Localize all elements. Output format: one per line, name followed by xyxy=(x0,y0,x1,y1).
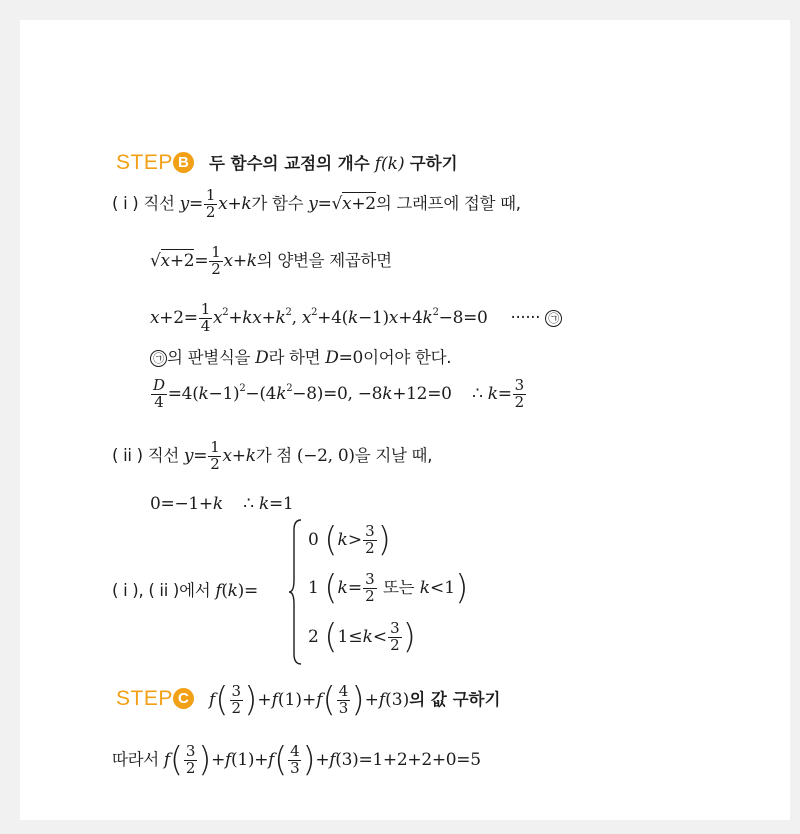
case-ii-line-1 xyxy=(112,440,432,473)
case-i-text: 이어야 한다. xyxy=(363,348,452,367)
step-label: STEP xyxy=(116,687,173,710)
case-ii-label: ( ii ) xyxy=(112,445,143,465)
piecewise-case-1: 0 (k> $\frac{3}{2}$ ) xyxy=(308,520,391,560)
final-line xyxy=(112,740,481,780)
final-expression: f( $\frac{3}{2}$ )+f(1)+f( $\frac{4}{3}$ )+f(3)=1+2+2+0=5 xyxy=(163,740,481,780)
case-i-line-1 xyxy=(112,188,521,221)
final-lead: 따라서 xyxy=(112,750,159,769)
case-i-text: 직선 xyxy=(143,193,175,213)
case-i-label: ( i ) xyxy=(112,193,139,213)
step-c-title: 의 값 구하기 xyxy=(409,690,501,709)
step-b-title-end: 구하기 xyxy=(409,154,458,173)
step-b-title: 두 함수의 교점의 개수 xyxy=(208,154,370,173)
equation: x+2= $\frac{1}{4}$ $x^2+kx+k^2$, $x^2+4(k-1)x+4k^2-8=0$ xyxy=(150,300,488,335)
case-i-line-5 xyxy=(150,378,527,411)
step-c-expression: f( $\frac{3}{2}$ )+f(1)+f( $\frac{4}{3}$ )+f(3) xyxy=(208,680,410,720)
equation: D=0 xyxy=(325,348,364,368)
line-equation: y= $\frac{1}{2}$ x+k xyxy=(183,438,256,473)
case-i-text: 의 판별식을 xyxy=(167,348,251,367)
step-badge-c: C xyxy=(173,688,194,709)
case-ii-text: 가 점 xyxy=(255,445,292,465)
case-ii-line-2 xyxy=(150,494,293,514)
step-label: STEP xyxy=(116,151,173,174)
case-i-line-2 xyxy=(150,245,392,278)
step-b-title-math: f(k) xyxy=(374,154,405,174)
circle-label: ㉠ xyxy=(545,310,562,327)
circle-label: ㉠ xyxy=(150,350,167,367)
case-ii-text: 을 지날 때, xyxy=(354,445,433,465)
step-c-heading xyxy=(116,680,500,720)
final-result: =1+2+2+0=5 xyxy=(358,750,481,770)
function-f: f(k)= xyxy=(215,581,258,601)
piecewise-case-2: 1 (k= $\frac{3}{2}$ 또는 k<1) xyxy=(308,568,469,608)
line-equation: y= $\frac{1}{2}$ x+k xyxy=(179,186,252,221)
case-i-text: 라 하면 xyxy=(268,348,321,367)
step-b-heading xyxy=(116,150,458,175)
equation: 0=−1+k ∴ k=1 xyxy=(150,494,294,514)
case-i-line-4 xyxy=(150,344,451,368)
case-i-text: 의 그래프에 접할 때, xyxy=(375,193,521,213)
case-i-text: 가 함수 xyxy=(251,193,304,213)
step-badge-b: B xyxy=(173,152,194,173)
or-text: 또는 xyxy=(383,578,415,597)
curly-brace xyxy=(288,518,304,666)
case-i-text: 의 양변을 제곱하면 xyxy=(256,250,392,270)
dots: ······ xyxy=(510,307,541,327)
sqrt-function: y=√x+2 xyxy=(308,193,376,214)
equation: √x+2= $\frac{1}{2}$ x+k xyxy=(150,243,257,278)
equation: $\frac{D}{4}$ $=4(k-1)^2-(4k^2-8)=0$, −8k+12=0 ∴ k= $\frac{3}{2}$ xyxy=(153,376,524,411)
solution-page xyxy=(20,20,790,820)
point: (−2, 0) xyxy=(296,445,355,466)
summary-label xyxy=(112,577,258,601)
piecewise-case-3: 2 (1≤k< $\frac{3}{2}$ ) xyxy=(308,617,416,657)
case-i-line-3 xyxy=(150,302,562,335)
summary-text: ( i ), ( ii )에서 xyxy=(112,581,211,600)
case-ii-text: 직선 xyxy=(147,445,179,465)
variable-d: D xyxy=(255,348,269,368)
